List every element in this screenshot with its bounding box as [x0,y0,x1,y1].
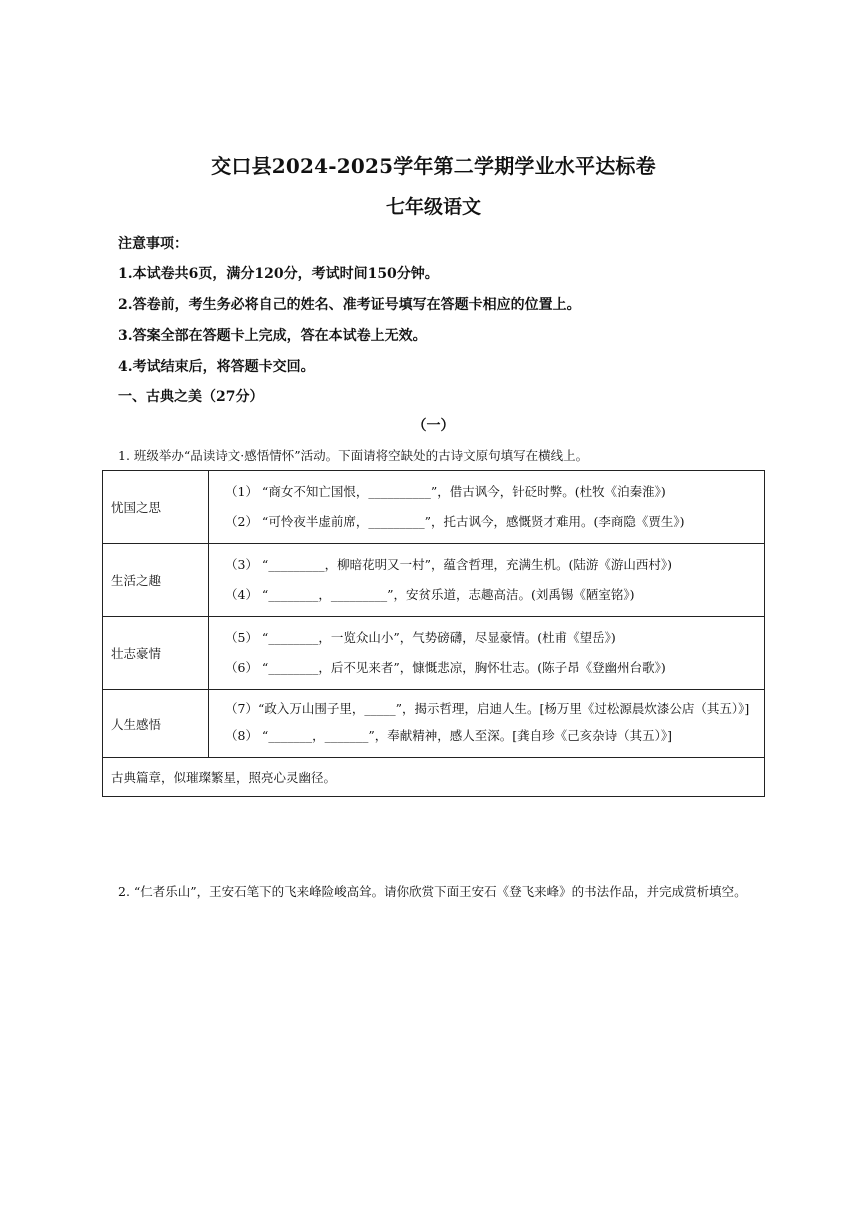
question-1-prompt: 1. 班级举办“品读诗文·感悟情怀”活动。下面请将空缺处的古诗文原句填写在横线上。 [118,448,589,463]
category-cell: 人生感悟 [103,690,209,758]
notice-item-1: 1.本试卷共6页，满分120分，考试时间150分钟。 [118,266,439,282]
notice-item-3: 3.答案全部在答题卡上完成，答在本试卷上无效。 [118,328,427,344]
fill-in-line: （3） “_________，柳暗花明又一村”，蕴含哲理，充满生机。(陆游《游山西村》) [225,557,672,572]
table-row [103,544,765,617]
lines-cell [209,471,765,544]
poem-table [102,470,765,797]
exam-title: 交口县2024-2025学年第二学期学业水平达标卷 [211,154,656,178]
lines-cell [209,544,765,617]
table-row [103,617,765,690]
category-cell: 壮志豪情 [103,617,209,690]
table-row [103,690,765,758]
lines-cell [209,617,765,690]
table-footer: 古典篇章，似璀璨繁星，照亮心灵幽径。 [103,758,765,797]
question-2-prompt: 2. “仁者乐山”，王安石笔下的飞来峰险峻高耸。请你欣赏下面王安石《登飞来峰》的书法作品，并完成赏析填空。 [118,884,747,899]
fill-in-line: （2） “可怜夜半虚前席，_________”，托古讽今，感慨贤才难用。(李商隐《贾生》) [225,514,685,529]
notice-item-4: 4.考试结束后，将答题卡交回。 [118,359,315,375]
category-cell: 生活之趣 [103,544,209,617]
fill-in-line: （7）“政入万山围子里，_____”，揭示哲理，启迪人生。[杨万里《过松源晨炊漆公店（其五）》] [225,701,750,716]
notice-item-2: 2.答卷前，考生务必将自己的姓名、准考证号填写在答题卡相应的位置上。 [118,297,581,313]
exam-subtitle: 七年级语文 [385,196,481,218]
fill-in-line: （5） “________，一览众山小”，气势磅礴，尽显豪情。(杜甫《望岳》) [225,630,616,645]
fill-in-line: （6） “________，后不见来者”，慷慨悲凉，胸怀壮志。(陈子昂《登幽州台歌》) [225,660,666,675]
subsection-label: （一） [412,418,455,434]
lines-cell [209,690,765,758]
category-cell: 忧国之思 [103,471,209,544]
section-heading: 一、古典之美（27分） [118,389,264,405]
fill-in-line: （8） “_______，_______”，奉献精神，感人至深。[龚自珍《己亥杂诗（其五）》] [225,728,672,743]
fill-in-line: （4） “________，_________”，安贫乐道，志趣高洁。(刘禹锡《陋室铭》) [225,587,635,602]
notice-heading: 注意事项： [118,236,188,252]
table-row [103,471,765,544]
fill-in-line: （1） “商女不知亡国恨，__________”，借古讽今，针砭时弊。(杜牧《泊秦淮》) [225,484,666,499]
table-footer-row [103,758,765,797]
